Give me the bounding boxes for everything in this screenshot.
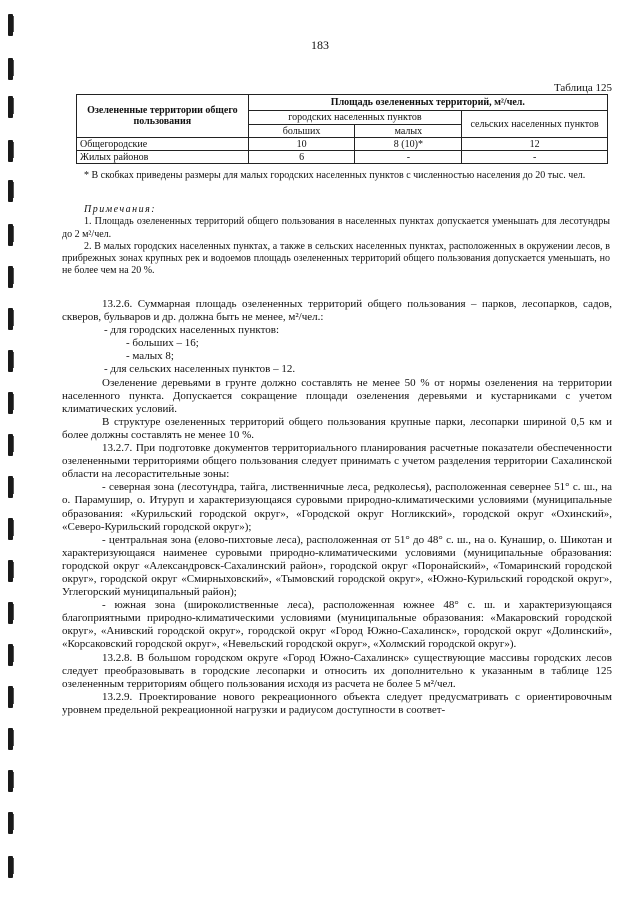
row-large: 10 — [248, 138, 355, 151]
binder-mark — [8, 140, 13, 162]
row-small: 8 (10)* — [355, 138, 462, 151]
notes-section — [62, 204, 610, 278]
row-rural: - — [462, 151, 608, 164]
list-item: - малых 8; — [126, 350, 174, 363]
binder-mark — [8, 96, 13, 118]
binder-mark — [8, 308, 13, 330]
paragraph: - центральная зона (елово-пихтовые леса), расположенная от 51° до 48° с. ш., на о. Кунашир, о. Шикотан и характеризующаяся наименее суровыми природно-климатическими условиями (муниципальные образования: городской округ «Александровск-Сахалинский район», городской округ «Поронайский», «Томаринский городской округ», городской округ «Смирныховский», «Тымовский городской округ», «Южно-Курильский городской округ», Углегорский муниципальный район); — [62, 533, 612, 599]
paragraph: В структуре озелененных территорий общего пользования крупные парки, лесопарки шириной 0,5 км и более должны составлять не менее 10 %. — [62, 415, 612, 441]
binder-mark — [8, 560, 13, 582]
binder-mark — [8, 686, 13, 708]
binder-mark — [8, 180, 13, 202]
row-rural: 12 — [462, 138, 608, 151]
header-area: Площадь озелененных территорий, м²/чел. — [248, 95, 607, 111]
paragraph: - южная зона (широколиственные леса), расположенная южнее 48° с. ш. и характеризующаяся благоприятными природно-климатическими условиями (муниципальные образования: «Макаровский городской округ», «Анивский городской округ», городской округ «Город Южно-Сахалинск», городской округ «Долинский», «Корсаковский городской округ», «Невельский городской округ», «Холмский городской округ»). — [62, 599, 612, 651]
binder-mark — [8, 224, 13, 246]
binder-mark — [8, 266, 13, 288]
binder-mark — [8, 602, 13, 624]
binder-mark — [8, 812, 13, 834]
table-row — [77, 138, 608, 151]
binder-mark — [8, 644, 13, 666]
list-item: - больших – 16; — [126, 337, 199, 350]
binder-mark — [8, 434, 13, 456]
page-number: 183 — [311, 38, 329, 52]
table-row — [77, 151, 608, 164]
binder-mark — [8, 770, 13, 792]
row-name: Общегородские — [77, 138, 249, 151]
table-footnote — [62, 170, 610, 182]
row-large: 6 — [248, 151, 355, 164]
paragraph: 13.2.8. В большом городском округе «Город Южно-Сахалинск» существующие массивы городских лесов следует преобразовывать в городские лесопарки и относить их дополнительно к указанным в таблице 125 озелененным территориям общего пользования исходя из расчета не более 5 м²/чел. — [62, 651, 612, 690]
binder-mark — [8, 350, 13, 372]
paragraph: Озеленение деревьями в грунте должно составлять не менее 50 % от нормы озеленения на территории населенного пункта. Допускается сокращение площади озеленения деревьями и кустарниками с учетом климатических условий. — [62, 376, 612, 415]
green-areas-table — [76, 94, 608, 164]
notes-title: Примечания: — [84, 204, 157, 215]
row-small: - — [355, 151, 462, 164]
binder-mark — [8, 392, 13, 414]
binder-mark — [8, 518, 13, 540]
paragraph: 13.2.9. Проектирование нового рекреационного объекта следует предусматривать с ориентировочным уровнем предельной рекреационной нагрузки и радиусом доступности в соответ- — [62, 690, 612, 716]
table-label: Таблица 125 — [553, 82, 612, 94]
footnote-text: * В скобках приведены размеры для малых городских населенных пунктов с численностью населения до 20 тыс. чел. — [84, 170, 586, 181]
paragraph: 13.2.6. Суммарная площадь озелененных территорий общего пользования – парков, лесопарков, садов, скверов, бульваров и др. должна быть не менее, м²/чел.: — [62, 298, 612, 324]
note-item: 2. В малых городских населенных пунктах, а также в сельских населенных пунктах, расположенных в окружении лесов, в прибрежных зонах крупных рек и водоемов площадь озелененных территорий общего пользования допускается уменьшать, но не более чем на 20 %. — [62, 240, 610, 277]
header-small: малых — [355, 125, 462, 138]
binder-mark — [8, 856, 13, 878]
list-item: - для сельских населенных пунктов – 12. — [104, 363, 296, 376]
header-large: больших — [248, 125, 355, 138]
list-item: - для городских населенных пунктов: — [104, 324, 280, 337]
paragraph: 13.2.7. При подготовке документов территориального планирования расчетные показатели обеспеченности озелененными территориями общего пользования следует принимать с учетом разделения территории Сахалинской области на лесорастительные зоны: — [62, 442, 612, 481]
binder-mark — [8, 14, 13, 36]
header-urban: городских населенных пунктов — [248, 111, 462, 125]
row-name: Жилых районов — [77, 151, 249, 164]
binder-mark — [8, 476, 13, 498]
binder-edge — [4, 0, 26, 905]
note-item: 1. Площадь озелененных территорий общего пользования в населенных пунктах допускается уменьшать для лесотундры до 2 м²/чел. — [62, 216, 610, 240]
binder-mark — [8, 728, 13, 750]
binder-mark — [8, 58, 13, 80]
header-rural: сельских населенных пунктов — [462, 111, 608, 138]
table-header-row — [77, 95, 608, 111]
main-text — [62, 298, 612, 717]
paragraph: - северная зона (лесотундра, тайга, лиственничные леса, редколесья), расположенная севернее 51° с. ш., на о. Парамушир, о. Итуруп и характеризующаяся суровыми природно-климатическими условиями (муниципальные образования: «Курильский городской округ», «Городской округ Ногликский», городской округ «Охинский», «Северо-Курильский городской округ»); — [62, 481, 612, 533]
header-territory: Озелененные территории общего пользования — [77, 95, 249, 138]
